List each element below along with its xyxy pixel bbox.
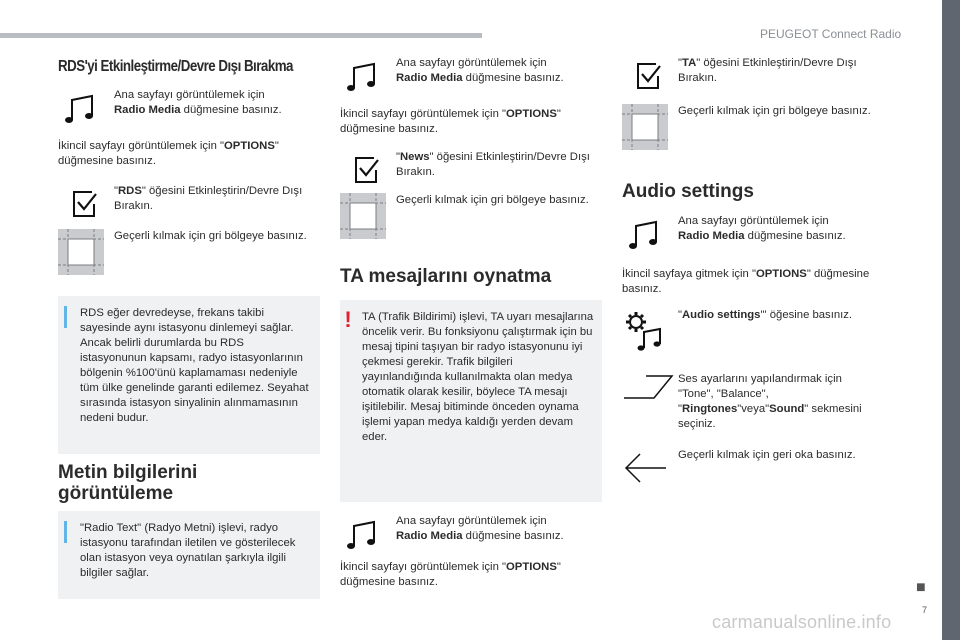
- grid-zone-icon: [58, 229, 104, 271]
- info-box-rds: [58, 296, 320, 454]
- step-text: Ana sayfayı görüntülemek için Radio Media düğmesine basınız.: [678, 215, 846, 242]
- step-text: Ana sayfayı görüntülemek için Radio Media düğmesine basınız.: [396, 57, 564, 84]
- checkbox-check-icon: [58, 184, 104, 226]
- info-bar: [64, 521, 67, 543]
- options-paragraph: İkincil sayfayı görüntülemek için "OPTIONS" düğmesine basınız.: [340, 108, 561, 135]
- section-heading-text-info: Metin bilgilerini görüntüleme: [58, 462, 198, 504]
- checkbox-check-icon: [622, 56, 668, 98]
- header-rule: [0, 33, 482, 38]
- music-note-icon: [340, 56, 386, 98]
- grid-zone-icon: [340, 193, 386, 235]
- back-arrow-icon: [622, 448, 668, 490]
- info-bar: [64, 306, 67, 328]
- step-text: Geçerli kılmak için gri bölgeye basınız.: [678, 105, 871, 117]
- checkbox-check-icon: [340, 150, 386, 192]
- info-box-radio-text: [58, 511, 320, 599]
- section-heading-audio: Audio settings: [622, 181, 754, 202]
- slider-icon: [622, 372, 668, 414]
- gear-music-icon: [622, 308, 668, 350]
- step-text: Ses ayarlarını yapılandırmak için "Tone", "Balance", "Ringtones"veya"Sound" sekmesini seçiniz.: [678, 373, 862, 430]
- step-text: Geçerli kılmak için geri oka basınız.: [678, 449, 856, 461]
- music-note-icon: [622, 214, 668, 256]
- options-paragraph: İkincil sayfayı görüntülemek için "OPTIONS" düğmesine basınız.: [58, 140, 279, 167]
- grid-zone-icon: [622, 104, 668, 146]
- info-text: "Radio Text" (Radyo Metni) işlevi, radyo istasyonu tarafından iletilen ve gösterilecek olan istasyon veya oynatılan şarkıyla ilgili bilgiler sağlar.: [80, 522, 296, 579]
- step-text: "RDS" öğesini Etkinleştirin/Devre Dışı Bırakın.: [114, 185, 303, 212]
- warning-text: TA (Trafik Bildirimi) işlevi, TA uyarı mesajlarına öncelik verir. Bu fonksiyonu çalıştırmak için bu mesaj tipini taşıyan bir radyo istasyonunu iyi çekmesi gerekir. Trafik bilgileri yayınlandığında kullanılmakta olan medya otomatik olarak kesilir, böylece TA mesajı işitilebilir. Mesaj bitiminde önceden oynama işlemi yapan medya kaldığı yerden devam eder.: [362, 311, 594, 443]
- watermark: carmanualsonline.info: [712, 612, 892, 632]
- step-text: "News" öğesini Etkinleştirin/Devre Dışı Bırakın.: [396, 151, 590, 178]
- info-text: RDS eğer devredeyse, frekans takibi sayesinde aynı istasyonu dinlemeyi sağlar. Ancak belirli durumlarda bu RDS istasyonunun kapsamı, radyo istasyonlarının bölgenin %100'ünü kaplamaması nedeniyle tüm ülke genelinde garanti edilemez. Seyahat sırasında istasyon sinyalinin alınmamasının nedeni budur.: [80, 307, 309, 424]
- warning-box-ta: [340, 300, 602, 502]
- step-text: Geçerli kılmak için gri bölgeye basınız.: [114, 230, 307, 242]
- options-paragraph-2: İkincil sayfayı görüntülemek için "OPTIONS" düğmesine basınız.: [340, 561, 561, 588]
- step-text: Ana sayfayı görüntülemek için Radio Media düğmesine basınız.: [114, 89, 282, 116]
- options-paragraph: İkincil sayfaya gitmek için "OPTIONS" düğmesine basınız.: [622, 268, 870, 295]
- step-text: "Audio settings"' öğesine basınız.: [678, 309, 853, 321]
- section-heading-rds: RDS'yi Etkinleştirme/Devre Dışı Bırakma: [58, 58, 293, 75]
- warning-icon: !: [344, 307, 352, 332]
- right-side-band: [942, 0, 960, 640]
- page-number: 7: [922, 605, 928, 615]
- page-marker: ■: [916, 579, 926, 596]
- step-text: Geçerli kılmak için gri bölgeye basınız.: [396, 194, 589, 206]
- step-text: "TA" öğesini Etkinleştirin/Devre Dışı Bırakın.: [678, 57, 857, 84]
- step-text: Ana sayfayı görüntülemek için Radio Media düğmesine basınız.: [396, 515, 564, 542]
- section-heading-ta: TA mesajlarını oynatma: [340, 266, 552, 287]
- music-note-icon: [58, 88, 104, 130]
- header-title: PEUGEOT Connect Radio: [760, 27, 902, 41]
- music-note-icon: [340, 514, 386, 556]
